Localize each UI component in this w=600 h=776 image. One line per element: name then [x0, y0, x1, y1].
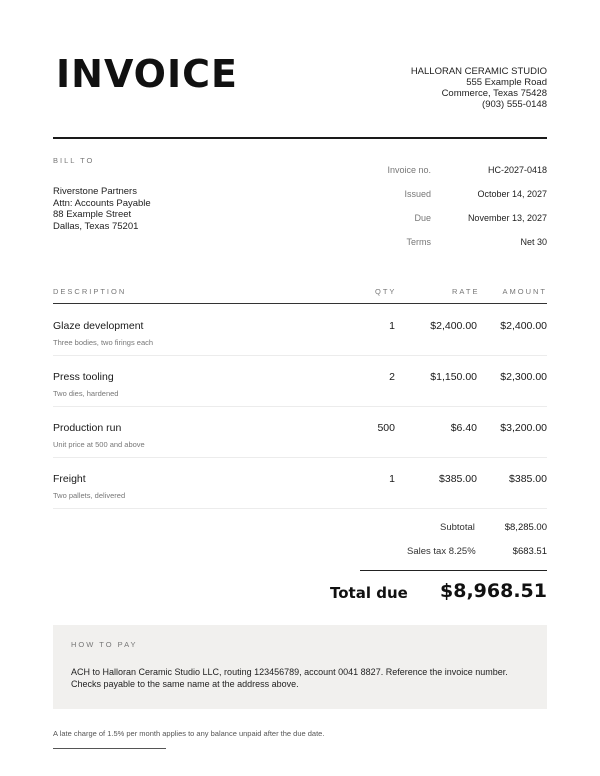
column-header-description: DESCRIPTION — [53, 287, 127, 296]
total-due-label: Total due — [330, 584, 408, 602]
item-detail: Unit price at 500 and above — [53, 440, 145, 449]
payment-label: HOW TO PAY — [71, 640, 138, 649]
subtotal-line — [360, 522, 547, 533]
totals-divider — [360, 570, 547, 571]
item-name: Glaze development — [53, 320, 144, 332]
item-rate: $1,150.00 — [430, 371, 477, 383]
item-rate: $6.40 — [450, 422, 477, 434]
tax-label: Sales tax 8.25% — [407, 546, 476, 557]
bill-to-city: Dallas, Texas 75201 — [53, 220, 139, 232]
item-detail: Two pallets, delivered — [53, 491, 126, 500]
tax-value: $683.51 — [512, 546, 547, 557]
bill-to-name: Riverstone Partners — [53, 186, 137, 197]
meta-row-due — [347, 206, 547, 230]
invoice-meta — [347, 158, 547, 254]
meta-value: October 14, 2027 — [477, 189, 547, 199]
item-name: Production run — [53, 422, 122, 434]
column-header-rate: RATE — [452, 287, 480, 296]
item-amount: $2,300.00 — [500, 371, 547, 383]
item-detail: Three bodies, two firings each — [53, 338, 154, 347]
item-rate: $2,400.00 — [430, 320, 477, 332]
company-block — [411, 66, 547, 110]
meta-row-terms — [347, 230, 547, 254]
bill-to-label: BILL TO — [53, 156, 95, 165]
meta-row-invoice-no — [347, 158, 547, 182]
payment-instructions: ACH to Halloran Ceramic Studio LLC, routing 123456789, account 0041 8827. Reference the invoice number. Checks payable to the same name at the address above. — [71, 667, 508, 689]
item-qty: 500 — [377, 422, 395, 434]
subtotal-value: $8,285.00 — [504, 522, 547, 533]
subtotal-label: Subtotal — [440, 522, 475, 533]
meta-label: Terms — [406, 237, 431, 247]
item-rate: $385.00 — [439, 473, 477, 485]
item-name: Press tooling — [53, 371, 114, 383]
table-row — [53, 304, 547, 356]
invoice-title: INVOICE — [56, 52, 238, 96]
meta-value: November 13, 2027 — [467, 213, 547, 223]
footer-rule — [53, 748, 166, 749]
item-amount: $3,200.00 — [500, 422, 547, 434]
table-row — [53, 406, 547, 458]
item-qty: 1 — [389, 320, 395, 332]
company-name: HALLORAN CERAMIC STUDIO — [410, 66, 547, 77]
meta-label: Invoice no. — [387, 165, 431, 175]
item-name: Freight — [53, 473, 86, 485]
company-phone: (903) 555-0148 — [482, 99, 547, 110]
table-row — [53, 355, 547, 407]
payment-box — [53, 625, 547, 709]
meta-row-issued — [347, 182, 547, 206]
table-row — [53, 457, 547, 509]
meta-value: HC-2027-0418 — [487, 165, 547, 175]
total-due-value: $8,968.51 — [440, 580, 547, 602]
item-detail: Two dies, hardened — [53, 389, 119, 398]
column-header-amount: AMOUNT — [502, 287, 547, 296]
meta-label: Issued — [404, 189, 431, 199]
bill-to-block — [53, 186, 151, 232]
column-header-qty: QTY — [375, 287, 397, 296]
item-amount: $385.00 — [509, 473, 547, 485]
item-amount: $2,400.00 — [500, 320, 547, 332]
company-city: Commerce, Texas 75428 — [441, 88, 547, 99]
item-qty: 2 — [389, 371, 395, 383]
header-divider — [53, 137, 547, 139]
item-qty: 1 — [389, 473, 395, 485]
meta-value: Net 30 — [520, 237, 547, 247]
meta-label: Due — [414, 213, 431, 223]
late-charge-note: A late charge of 1.5% per month applies to any balance unpaid after the due date. — [53, 729, 325, 738]
bill-to-street: 88 Example Street — [53, 209, 132, 220]
bill-to-attn: Attn: Accounts Payable — [53, 197, 151, 209]
tax-line — [360, 546, 547, 557]
company-street: 555 Example Road — [466, 77, 547, 88]
